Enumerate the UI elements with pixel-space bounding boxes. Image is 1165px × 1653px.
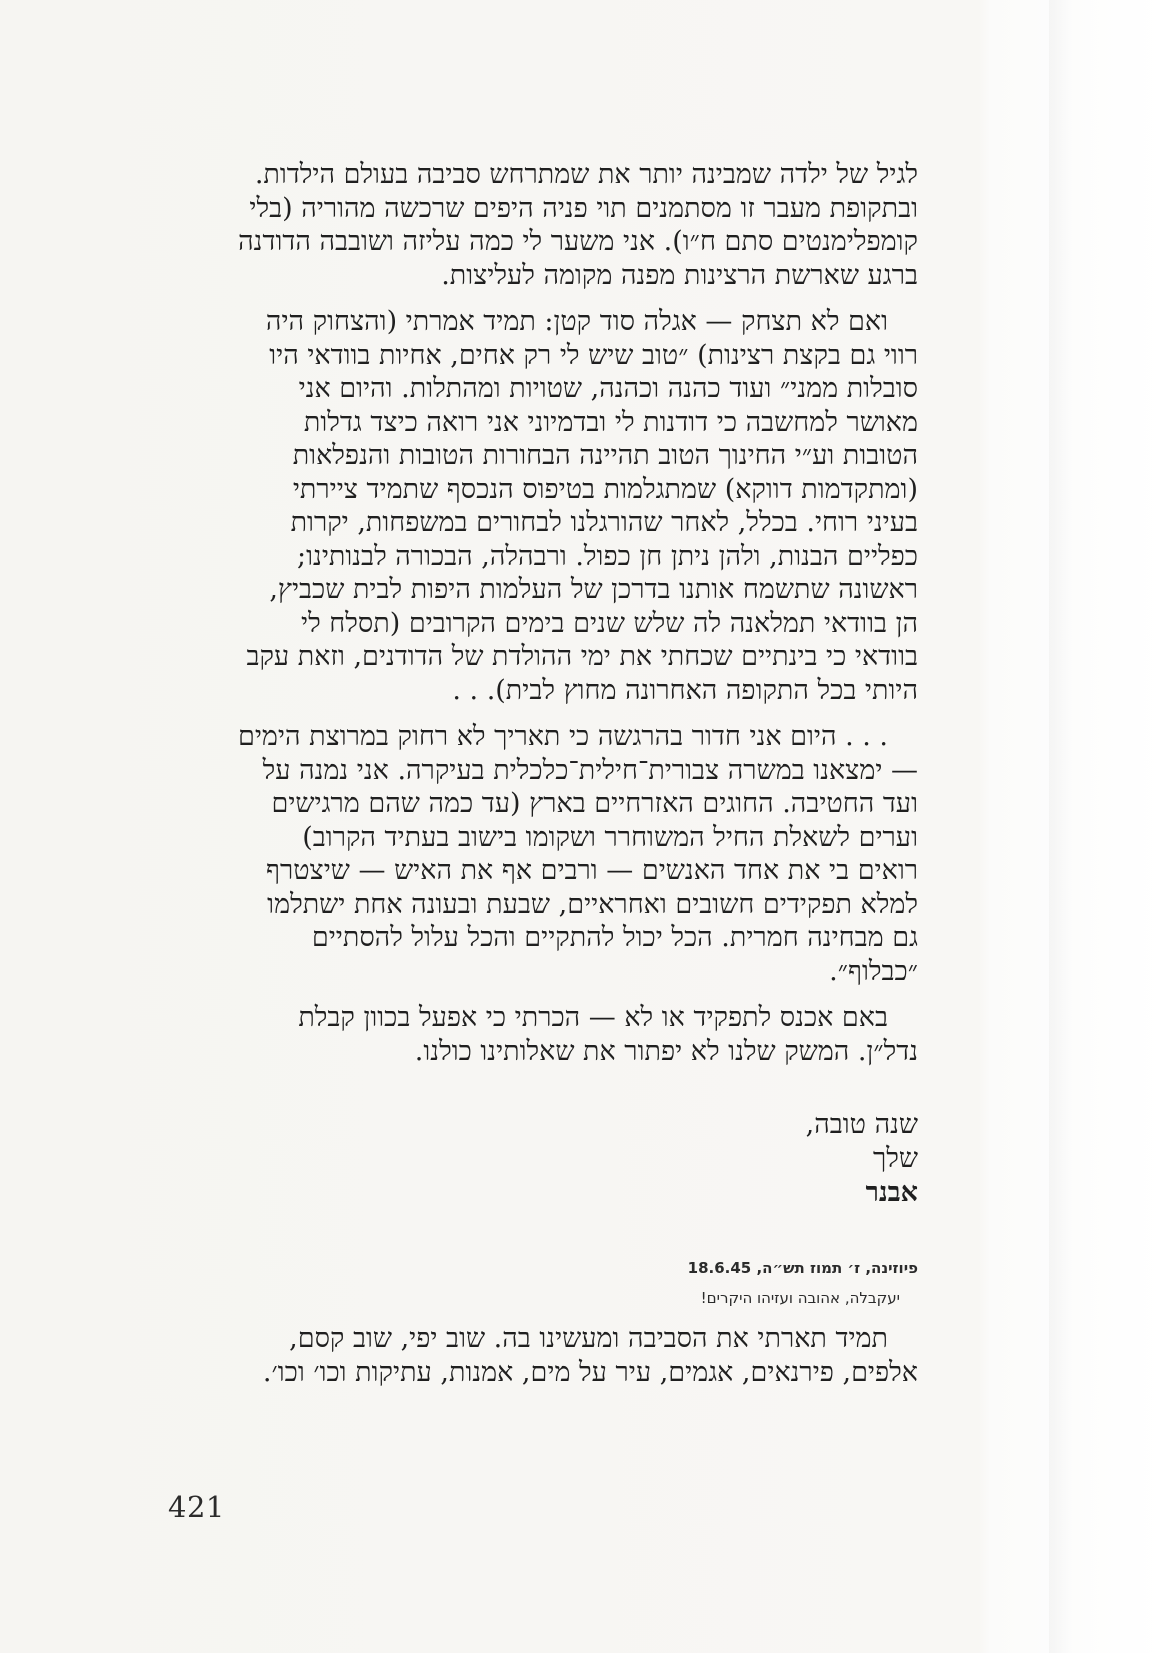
signature: אבנר [865, 1177, 918, 1208]
text-line: כפליים הבנות, ולהן ניתן חן כפול. ורבהלה, הבכורה לבנותינו; [297, 540, 918, 572]
text-line: אלפים, פירנאים, אגמים, עיר על מים, אמנות, עתיקות וכו׳ וכו׳. [262, 1357, 918, 1388]
text-line: ועד החטיבה. החוגים האזרחיים בארץ (עד כמה שהם מרגישים [271, 788, 918, 819]
text-line: וערים לשאלת החיל המשוחרר ושקומו בישוב בעתיד הקרוב) [302, 821, 918, 853]
text-line: מאושר למחשבה כי דודנות לי ובדמיוני אני רואה כיצד גדלות [303, 406, 918, 438]
text-line: רווי גם בקצת רצינות) ״טוב שיש לי רק אחים, אחיות בוודאי היו [269, 339, 918, 371]
text-line: (ומתקדמות דווקא) שמתגלמות בטיפוס הנכסף שתמיד ציירתי [292, 473, 918, 505]
text-line: למלא תפקידים חשובים ואחראיים, שבעת ובעונה אחת ישתלמו [267, 888, 918, 920]
text-line: הן בוודאי תמלאנה לה שלש שנים בימים הקרובים (תסלח לי [300, 607, 918, 639]
page-gutter-shadow [1049, 0, 1073, 1653]
paragraph-2 [176, 305, 918, 707]
text-line: נדל״ן. המשק שלנו לא יפתור את שאלותינו כולנו. [414, 1035, 918, 1067]
paragraph-1 [176, 158, 918, 292]
text-line: קומפלימנטים סתם ח״ו). אני משער לי כמה עליזה ושובבה הדודנה [238, 226, 918, 257]
text-line: באם אכנס לתפקיד או לא — הכרתי כי אפעל בכוון קבלת [298, 1002, 888, 1033]
closing-greeting: שנה טובה, [805, 1109, 918, 1140]
text-line: — ימצאנו במשרה צבורית־חילית־כלכלית בעיקרה. אני נמנה על [262, 754, 918, 786]
text-line: סובלות ממני״ ועוד כהנה וכהנה, שטויות ומהתלות. והיום אני [298, 373, 918, 404]
closing-yours: שלך [872, 1143, 918, 1174]
letter-heading: פיוזינה, ז׳ תמוז תש״ה, 18.6.45 [687, 1259, 918, 1277]
text-column [176, 158, 918, 1390]
text-line: ״כבלוף״. [829, 955, 918, 987]
page-number: 421 [168, 1490, 225, 1524]
text-line: ראשונה שתשמח אותנו בדרכן של העלמות היפות לבית שכביץ, [269, 574, 918, 605]
letter-closing [176, 1108, 918, 1210]
text-line: רואים בי את אחד האנשים — ורבים אף את האיש — שיצטרף [266, 855, 918, 886]
text-line: גם מבחינה חמרית. הכל יכול להתקיים והכל עלול להסתיים [311, 922, 918, 953]
text-line: תמיד תארתי את הסביבה ומעשינו בה. שוב יפי, שוב קסם, [289, 1323, 888, 1354]
text-line: היותי בכל התקופה האחרונה מחוץ לבית). . . [452, 674, 918, 706]
text-line: . . . היום אני חדור בהרגשה כי תאריך לא רחוק במרוצת הימים [238, 721, 888, 752]
text-line: ברגע שארשת הרצינות מפנה מקומה לעליצות. [441, 259, 918, 291]
text-line: בוודאי כי בינתיים שכחתי את ימי ההולדת של הדודנים, וזאת עקב [246, 641, 918, 672]
second-letter-body [176, 1322, 918, 1390]
text-line: בעיני רוחי. בכלל, לאחר שהורגלנו לבחורים במשפחות, יקרות [290, 507, 918, 538]
text-line: הטובות וע״י החינוך הטוב תהיינה הבחורות הטובות והנפלאות [292, 440, 918, 471]
paragraph-3 [176, 720, 918, 988]
text-line: לגיל של ילדה שמבינה יותר את שמתרחש סביבה בעולם הילדות. [254, 159, 918, 190]
text-line: ובתקופת מעבר זו מסתמנים תוי פניה היפים שרכשה מהוריה (בלי [249, 192, 918, 224]
letter-salutation: יעקבלה, אהובה ועזיהו היקרים! [700, 1289, 900, 1307]
paragraph-4 [176, 1001, 918, 1068]
text-line: ואם לא תצחק — אגלה סוד קטן: תמיד אמרתי (והצחוק היה [265, 306, 888, 337]
